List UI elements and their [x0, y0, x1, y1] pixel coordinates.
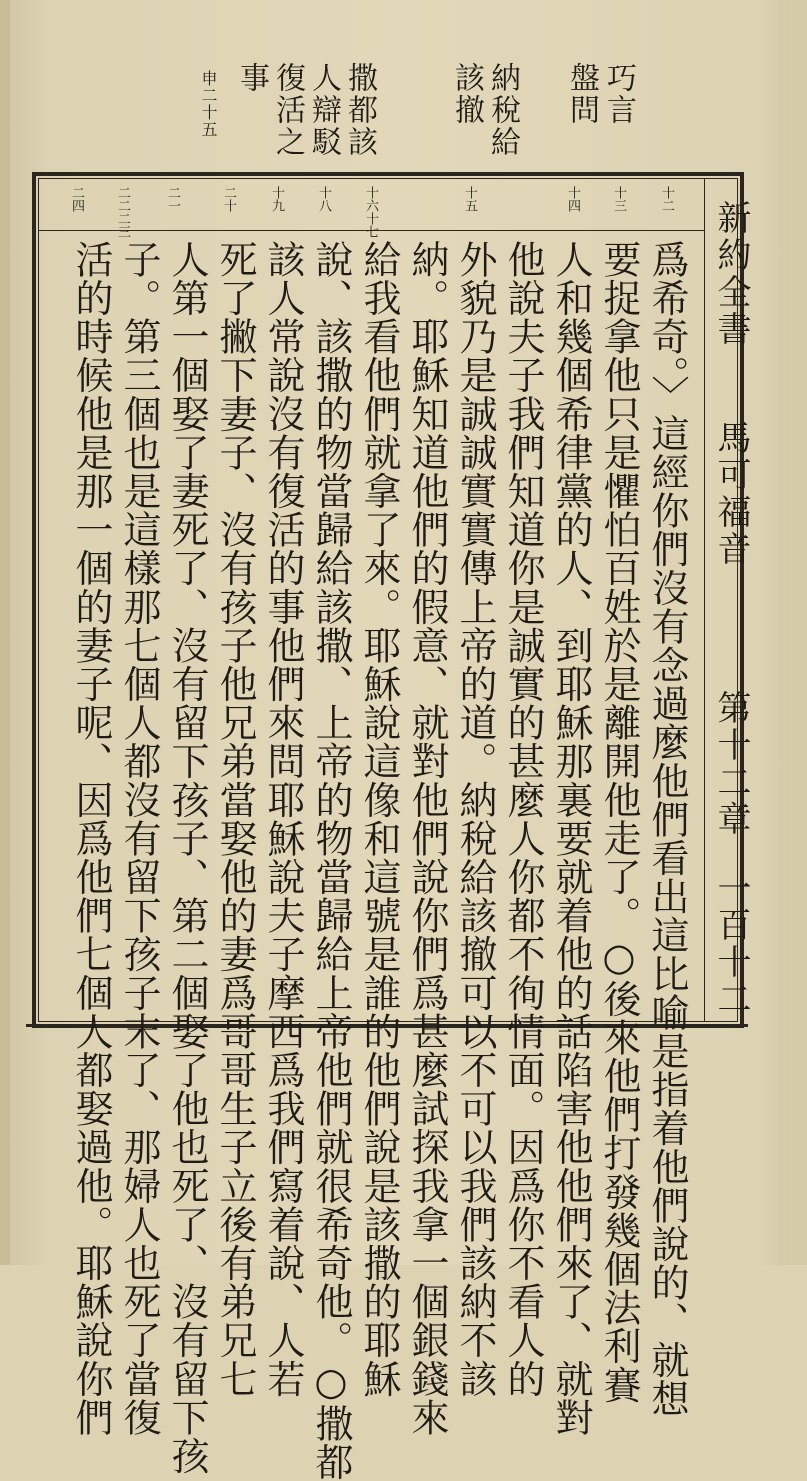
header-rule [704, 178, 705, 1022]
verse-number: 十五 [462, 186, 477, 212]
side-note: 納稅給 [485, 62, 520, 158]
text-column: 人和幾個希律黨的人、到耶穌那裏要就着他的話陷害他他們來了、就對 [549, 240, 593, 1437]
page-number: 一百十二 [711, 870, 751, 1018]
text-column: 外貌乃是誠誠實實傳上帝的道。納稅給該撤可以不可以我們該納不該 [453, 240, 497, 1398]
verse-number: 十九 [269, 186, 284, 212]
text-column: 爲希奇。〉這經你們沒有念過麼他們看出這比喻是指着他們說的、就想 [645, 240, 689, 1418]
text-column: 該人常說沒有復活的事他們來問耶穌說夫子摩西爲我們寫着說、人若 [261, 240, 305, 1398]
side-note: 復活之 [270, 62, 305, 158]
verse-number: 二二二三 [115, 186, 130, 238]
gospel-title: 馬可福音 [711, 420, 751, 568]
text-column: 人第一個娶了妻死了、沒有留下孩子、第二個娶了他也死了、沒有留下孩 [165, 240, 209, 1476]
text-column: 死了撇下妻子、沒有孩子他兄弟當娶他的妻爲哥哥生子立後有弟兄七 [213, 240, 257, 1398]
text-column: 說、該撒的物當歸給該撒、上帝的物當歸給上帝他們就很希奇他。○撒都 [309, 240, 353, 1481]
margin-reference: 申二十五 [199, 70, 218, 138]
side-note: 事 [234, 62, 269, 94]
verse-number: 二十 [221, 186, 236, 212]
verse-number: 十四 [565, 186, 580, 212]
verse-number: 十六十七 [363, 186, 378, 238]
text-column: 納。耶穌知道他們的假意、就對他們說你們爲甚麼試探我拿一個銀錢來 [405, 240, 449, 1437]
text-column: 要捉拿他只是懼怕百姓於是離開他走了。○後來他們打發幾個法利賽 [597, 240, 641, 1404]
book-title: 新約全書 [711, 200, 751, 348]
text-column: 給我看他們就拿了來。耶穌說這像和這號是誰的他們說是該撒的耶穌 [357, 240, 401, 1398]
page-gutter-left [0, 0, 10, 1265]
page-gutter-right [789, 0, 807, 1265]
verse-number: 十三 [611, 186, 626, 212]
side-note: 撒都該 [342, 62, 377, 158]
side-note: 盤問 [564, 62, 599, 126]
verse-number: 二一 [165, 186, 180, 212]
side-note: 巧言 [601, 62, 636, 126]
chapter-title: 第十二章 [711, 690, 751, 838]
text-column: 活的時候他是那一個的妻子呢、因爲他們七個人都娶過他。耶穌說你們 [69, 240, 113, 1437]
verse-number: 二四 [69, 186, 84, 212]
side-note: 人辯駁 [306, 62, 341, 158]
verse-number: 十八 [316, 186, 331, 212]
verse-number: 十二 [659, 186, 674, 212]
text-column: 他說夫子我們知道你是誠實的甚麼人你都不徇情面。因爲你不看人的 [501, 240, 545, 1398]
side-note: 該撤 [449, 62, 484, 126]
text-column: 子。第三個也是這樣那七個人都沒有留下孩子末了、那婦人也死了當復 [117, 240, 161, 1437]
